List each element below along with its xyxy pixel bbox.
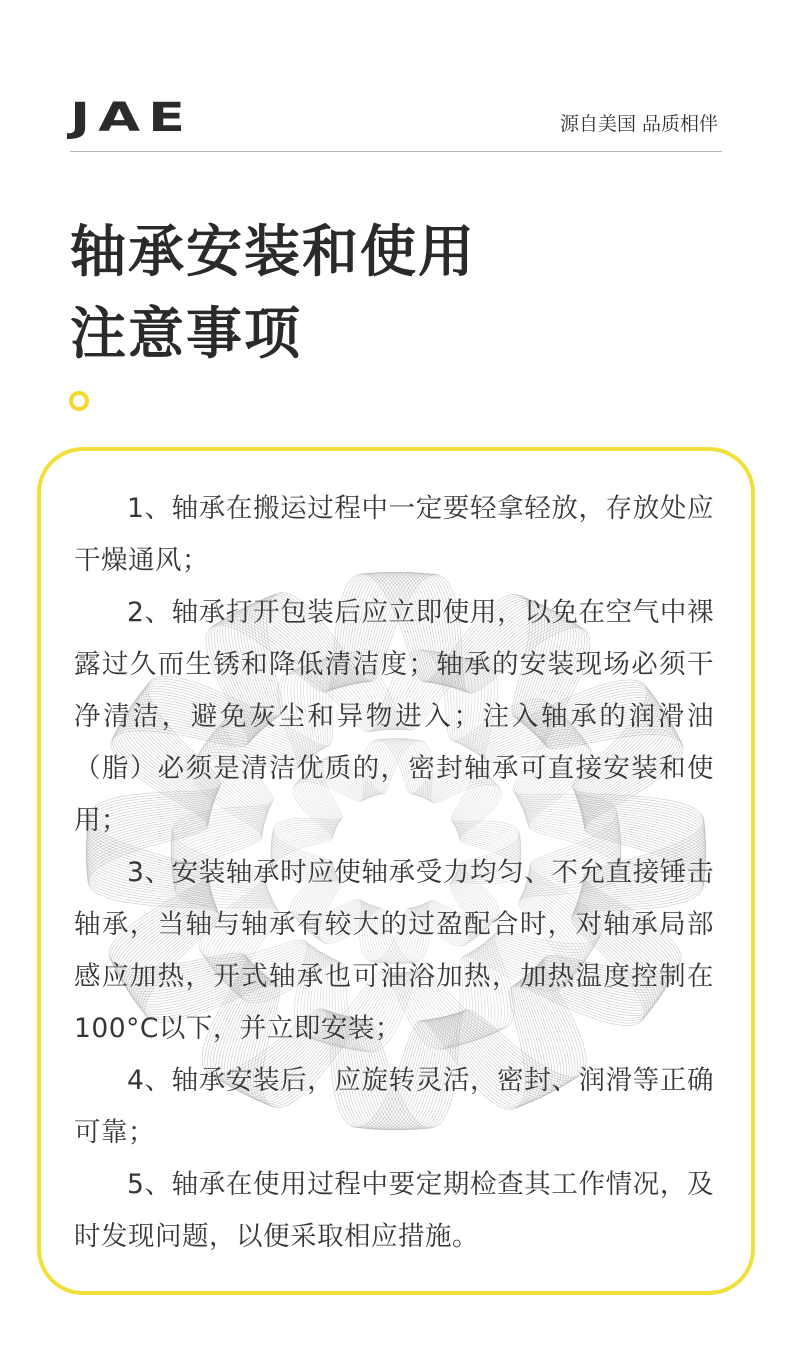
paragraph: 4、轴承安装后，应旋转灵活，密封、润滑等正确可靠； <box>74 1065 714 1148</box>
brand-tagline: 源自美国 品质相伴 <box>559 113 718 135</box>
paragraph: 5、轴承在使用过程中要定期检查其工作情况，及时发现问题，以便采取相应措施。 <box>74 1169 714 1252</box>
header-divider <box>70 151 722 152</box>
page-header <box>70 96 722 152</box>
content-card <box>37 447 755 1295</box>
page-title-line-1: 轴承安装和使用 <box>70 220 476 285</box>
decorative-dot-icon <box>69 391 89 411</box>
body-text <box>74 483 714 1263</box>
paragraph: 2、轴承打开包装后应立即使用，以免在空气中裸露过久而生锈和降低清洁度；轴承的安装现场必须干净清洁，避免灰尘和异物进入；注入轴承的润滑油（脂）必须是清洁优质的，密封轴承可直接安装和使用； <box>74 597 714 836</box>
paragraph: 3、安装轴承时应使轴承受力均匀、不允直接锤击轴承，当轴与轴承有较大的过盈配合时，对轴承局部感应加热，开式轴承也可油浴加热，加热温度控制在100°C以下，并立即安装； <box>74 857 714 1044</box>
page-title <box>70 212 476 376</box>
page-title-line-2: 注意事项 <box>70 302 302 367</box>
paragraph: 1、轴承在搬运过程中一定要轻拿轻放，存放处应干燥通风； <box>74 493 714 576</box>
brand-logo: JAE <box>70 95 194 141</box>
